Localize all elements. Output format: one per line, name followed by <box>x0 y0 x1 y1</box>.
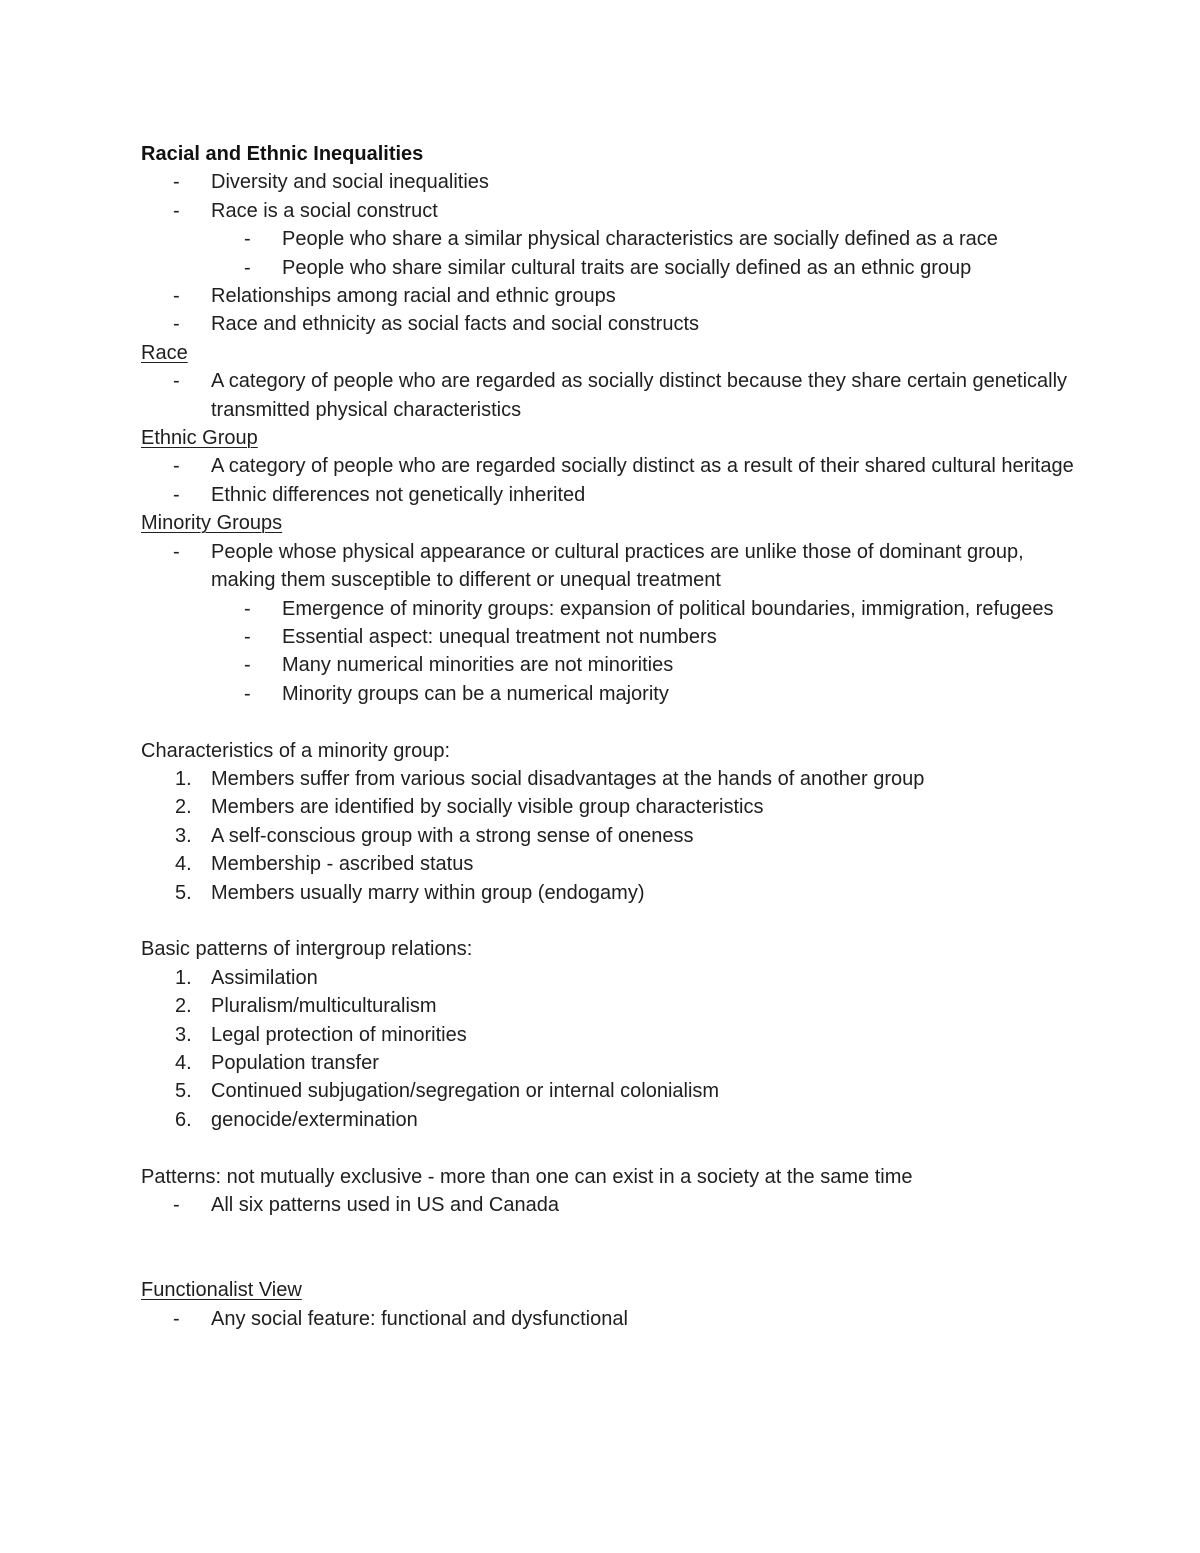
list-item: - All six patterns used in US and Canada <box>141 1191 1081 1219</box>
spacer <box>141 1134 1081 1162</box>
list-item: - Race is a social construct <box>141 197 1081 225</box>
list-item: - People who share a similar physical characteristics are socially defined as a race <box>141 225 1081 253</box>
number-marker: 2. <box>175 995 192 1018</box>
list-item: - A category of people who are regarded socially distinct as a result of their shared cultural heritage <box>141 452 1081 480</box>
dash-marker: - <box>244 682 251 705</box>
dash-marker: - <box>244 597 251 620</box>
list-item: - Essential aspect: unequal treatment not numbers <box>141 623 1081 651</box>
number-marker: 3. <box>175 1023 192 1046</box>
list-item: - Minority groups can be a numerical majority <box>141 680 1081 708</box>
numbered-item: 2. Pluralism/multiculturalism <box>141 992 1081 1020</box>
number-marker: 4. <box>175 853 192 876</box>
numbered-item: 5. Continued subjugation/segregation or internal colonialism <box>141 1077 1081 1105</box>
number-marker: 1. <box>175 966 192 989</box>
minority-groups-heading: Minority Groups <box>141 512 283 535</box>
numbered-item: 4. Population transfer <box>141 1049 1081 1077</box>
list-item: - People who share similar cultural traits are socially defined as an ethnic group <box>141 254 1081 282</box>
numbered-item: 5. Members usually marry within group (endogamy) <box>141 879 1081 907</box>
list-item: - Race and ethnicity as social facts and social constructs <box>141 310 1081 338</box>
spacer <box>141 1219 1081 1276</box>
patterns-heading: Basic patterns of intergroup relations: <box>141 938 473 961</box>
number-marker: 3. <box>175 824 192 847</box>
numbered-item: 1. Assimilation <box>141 964 1081 992</box>
dash-marker: - <box>173 483 180 506</box>
characteristics-heading: Characteristics of a minority group: <box>141 739 451 762</box>
list-item: - People whose physical appearance or cultural practices are unlike those of dominant group, making them susceptible to different or unequal treatment <box>141 538 1081 595</box>
list-item: - Many numerical minorities are not minorities <box>141 651 1081 679</box>
dash-marker: - <box>173 540 180 563</box>
patterns-note: Patterns: not mutually exclusive - more than one can exist in a society at the same time <box>141 1165 913 1188</box>
spacer <box>141 708 1081 736</box>
numbered-item: 1. Members suffer from various social disadvantages at the hands of another group <box>141 765 1081 793</box>
dash-marker: - <box>173 313 180 336</box>
number-marker: 6. <box>175 1108 192 1131</box>
number-marker: 1. <box>175 767 192 790</box>
list-item: - A category of people who are regarded as socially distinct because they share certain genetically transmitted physical characteristics <box>141 367 1081 424</box>
ethnic-group-heading: Ethnic Group <box>141 427 258 450</box>
number-marker: 4. <box>175 1051 192 1074</box>
dash-marker: - <box>173 285 180 308</box>
dash-marker: - <box>173 455 180 478</box>
list-item: - Any social feature: functional and dysfunctional <box>141 1305 1081 1333</box>
dash-marker: - <box>173 1307 180 1330</box>
dash-marker: - <box>244 228 251 251</box>
numbered-item: 6. genocide/extermination <box>141 1106 1081 1134</box>
dash-marker: - <box>173 1193 180 1216</box>
numbered-item: 3. Legal protection of minorities <box>141 1021 1081 1049</box>
document-title: Racial and Ethnic Inequalities <box>141 143 424 165</box>
spacer <box>141 907 1081 935</box>
dash-marker: - <box>173 199 180 222</box>
list-item: - Emergence of minority groups: expansion of political boundaries, immigration, refugees <box>141 595 1081 623</box>
number-marker: 5. <box>175 1080 192 1103</box>
list-item: - Diversity and social inequalities <box>141 168 1081 196</box>
race-heading: Race <box>141 341 188 364</box>
document-body <box>141 140 1081 1333</box>
list-item: - Relationships among racial and ethnic groups <box>141 282 1081 310</box>
number-marker: 2. <box>175 796 192 819</box>
functionalist-heading: Functionalist View <box>141 1279 302 1302</box>
numbered-item: 3. A self-conscious group with a strong sense of oneness <box>141 822 1081 850</box>
dash-marker: - <box>244 256 251 279</box>
numbered-item: 4. Membership - ascribed status <box>141 850 1081 878</box>
list-item: - Ethnic differences not genetically inherited <box>141 481 1081 509</box>
numbered-item: 2. Members are identified by socially visible group characteristics <box>141 793 1081 821</box>
dash-marker: - <box>173 370 180 393</box>
dash-marker: - <box>173 171 180 194</box>
number-marker: 5. <box>175 881 192 904</box>
dash-marker: - <box>244 625 251 648</box>
dash-marker: - <box>244 654 251 677</box>
